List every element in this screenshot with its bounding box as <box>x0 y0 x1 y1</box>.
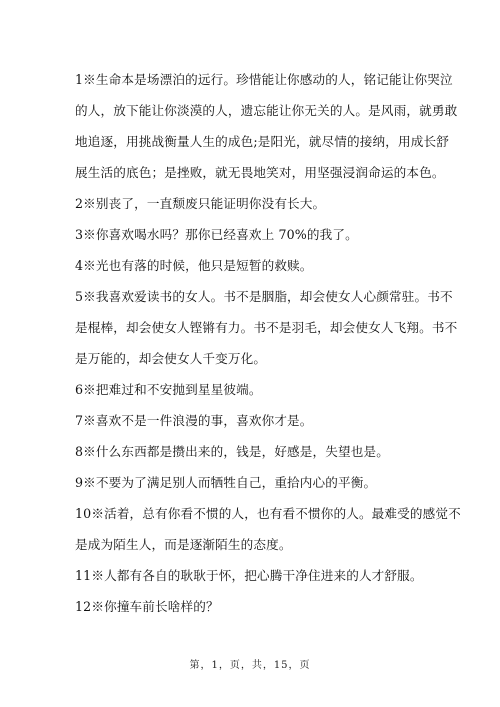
text-line: 是成为陌生人，而是逐渐陌生的态度。 <box>75 537 292 552</box>
paragraph-12 <box>75 591 437 622</box>
paragraph-11 <box>75 560 437 591</box>
text-line: 地追逐，用挑战衡量人生的成色;是阳光，就尽情的接纳，用成长舒 <box>75 134 449 149</box>
paragraph-8 <box>75 436 437 467</box>
text-line: 8※什么东西都是攒出来的，钱是，好感是，失望也是。 <box>75 444 390 459</box>
paragraph-1 <box>75 64 458 188</box>
document-body <box>75 64 461 622</box>
paragraph-9 <box>75 467 437 498</box>
paragraph-6 <box>75 374 437 405</box>
text-line: 11※人都有各自的耿耿于怀，把心腾干净住进来的人才舒服。 <box>75 568 423 583</box>
text-line: 3※你喜欢喝水吗？那你已经喜欢上 70%的我了。 <box>75 227 358 242</box>
paragraph-3 <box>75 219 437 250</box>
page-footer: 第，1，页，共，15，页 <box>189 660 311 671</box>
text-line: 6※把难过和不安抛到星星彼端。 <box>75 382 262 397</box>
text-line: 1※生命本是场漂泊的远行。珍惜能让你感动的人，铭记能让你哭泣 <box>75 72 453 87</box>
paragraph-2 <box>75 188 437 219</box>
text-line: 9※不要为了满足别人而牺牲自己，重拾内心的平衡。 <box>75 475 377 490</box>
text-line: 4※光也有落的时候，他只是短暂的救赎。 <box>75 258 313 273</box>
text-line: 展生活的底色；是挫败，就无畏地笑对，用坚强浸润命运的本色。 <box>75 165 445 180</box>
text-line: 7※喜欢不是一件浪漫的事，喜欢你才是。 <box>75 413 313 428</box>
text-line: 是万能的，却会使女人千变万化。 <box>75 351 267 366</box>
text-line: 12※你撞车前长啥样的？ <box>75 599 219 614</box>
text-line: 的人，放下能让你淡漠的人，遗忘能让你无关的人。是风雨，就勇敢 <box>75 103 458 118</box>
text-line: 5※我喜欢爱读书的女人。书不是胭脂，却会使女人心颜常驻。书不 <box>75 289 453 304</box>
text-line: 2※别丧了，一直颓废只能证明你没有长大。 <box>75 196 326 211</box>
text-line: 是棍棒，却会使女人铿锵有力。书不是羽毛，却会使女人飞翔。书不 <box>75 320 458 335</box>
paragraph-5 <box>75 281 458 374</box>
paragraph-7 <box>75 405 437 436</box>
paragraph-10 <box>75 498 461 560</box>
text-line: 10※活着，总有你看不惯的人，也有看不惯你的人。最难受的感觉不 <box>75 506 461 521</box>
paragraph-4 <box>75 250 437 281</box>
